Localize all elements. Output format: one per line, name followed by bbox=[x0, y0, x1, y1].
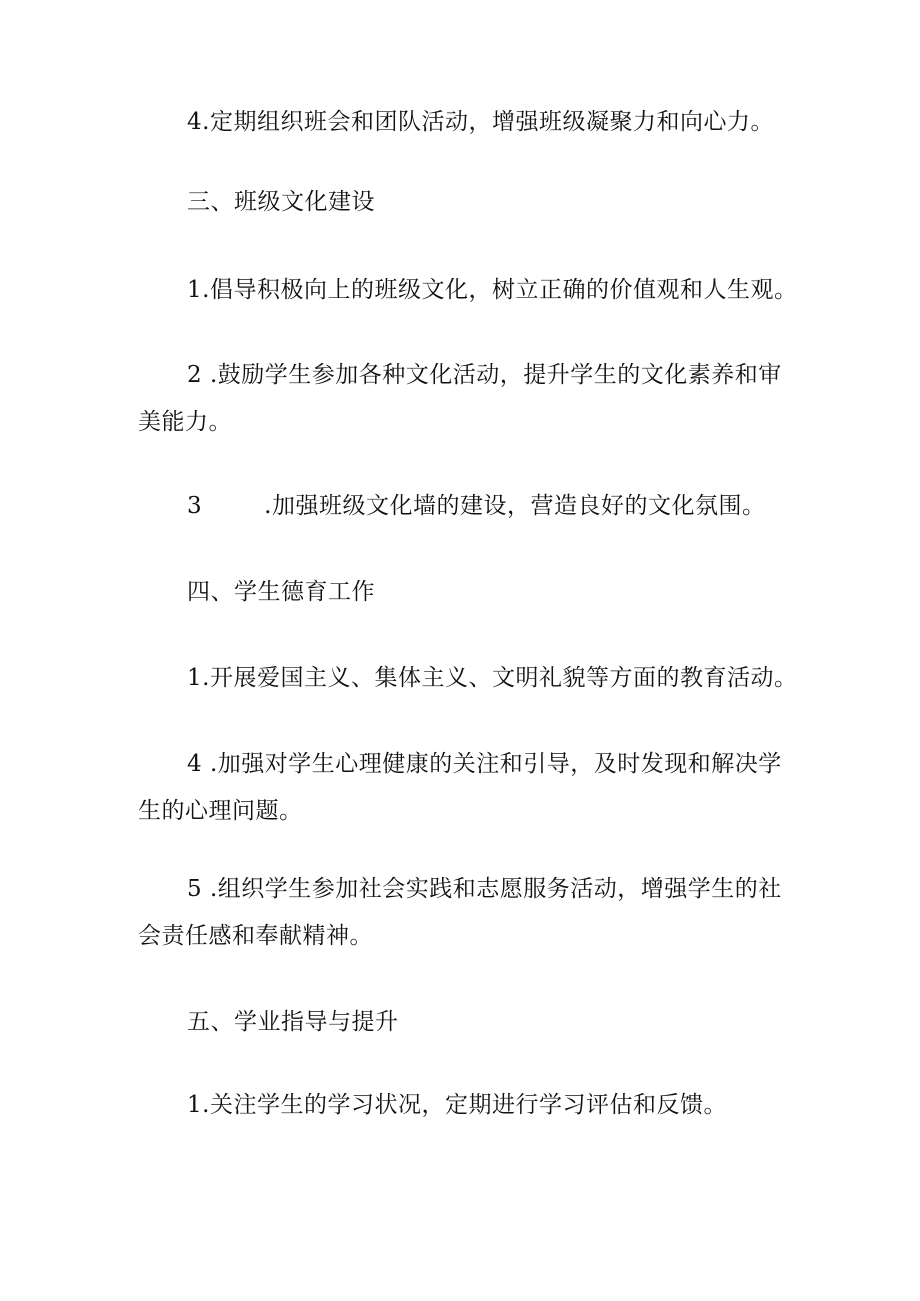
list-item-5-line-1: 5 .组织学生参加社会实践和志愿服务活动，增强学生的社 bbox=[187, 876, 782, 902]
list-item-5-moral bbox=[138, 866, 798, 960]
list-item-2-line-2: 美能力。 bbox=[138, 409, 232, 435]
list-item-4-activities: 4.定期组织班会和团队活动，增强班级凝聚力和向心力。 bbox=[187, 109, 774, 135]
section-heading-4: 四、学生德育工作 bbox=[187, 579, 375, 605]
list-item-4-line-2: 生的心理问题。 bbox=[138, 798, 303, 824]
list-item-1-culture: 1.倡导积极向上的班级文化，树立正确的价值观和人生观。 bbox=[187, 277, 798, 303]
section-heading-3: 三、班级文化建设 bbox=[187, 189, 375, 215]
list-item-1-moral: 1.开展爱国主义、集体主义、文明礼貌等方面的教育活动。 bbox=[187, 665, 798, 691]
list-item-4-moral bbox=[138, 741, 798, 835]
list-item-5-line-2: 会责任感和奉献精神。 bbox=[138, 923, 373, 949]
list-item-3-number: 3 bbox=[187, 493, 203, 519]
section-heading-5: 五、学业指导与提升 bbox=[187, 1009, 399, 1035]
list-item-4-line-1: 4 .加强对学生心理健康的关注和引导，及时发现和解决学 bbox=[187, 751, 782, 777]
list-item-3-text: .加强班级文化墙的建设，营造良好的文化氛围。 bbox=[264, 493, 766, 519]
list-item-1-study: 1.关注学生的学习状况，定期进行学习评估和反馈。 bbox=[187, 1092, 727, 1118]
list-item-2-line-1: 2 .鼓励学生参加各种文化活动，提升学生的文化素养和审 bbox=[187, 362, 782, 388]
list-item-2-culture bbox=[138, 352, 798, 446]
list-item-3-culture-wall bbox=[187, 486, 847, 526]
